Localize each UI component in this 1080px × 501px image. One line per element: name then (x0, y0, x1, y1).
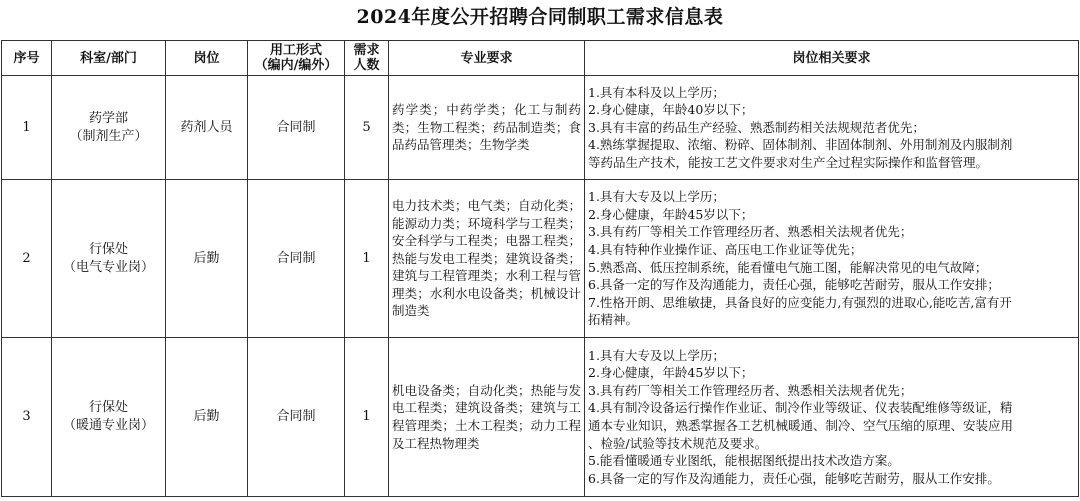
requirement-line: 6.具备一定的写作及沟通能力，责任心强，能够吃苦耐劳，服从工作安排。 (588, 470, 1000, 486)
header-dept: 科室/部门 (52, 41, 166, 76)
cell-dept-line2: （电气专业岗） (62, 259, 154, 275)
cell-post: 后勤 (166, 180, 248, 338)
header-headcount-line2: 人数 (353, 58, 380, 73)
requirement-line: 2.身心健康，年龄45岁以下； (588, 365, 754, 381)
requirement-line: 3.具有药厂等相关工作管理经历者、熟悉相关法规者优先； (588, 224, 913, 240)
requirement-line: 6.具备一定的写作及沟通能力，责任心强，能够吃苦耐劳，服从工作安排； (588, 277, 1000, 293)
cell-form: 合同制 (248, 338, 345, 497)
requirement-line: 1.具有大专及以上学历； (588, 189, 725, 205)
page-title: 2024年度公开招聘合同制职工需求信息表 (356, 6, 724, 28)
cell-dept-line1: 药学部 (88, 110, 128, 126)
cell-dept-line2: （暖通专业岗） (62, 418, 154, 433)
cell-requirements (585, 180, 1079, 338)
cell-dept (52, 338, 166, 497)
recruitment-table (1, 40, 1079, 497)
requirement-line: 5.能看懂暖通专业图纸，能根据图纸提出技术改造方案。 (588, 453, 900, 469)
cell-seq: 3 (2, 338, 52, 497)
requirement-line: 4.具有制冷设备运行操作作业证、制冷作业等级证、仪表装配维修等级证，精 (588, 400, 1013, 416)
header-seq: 序号 (2, 41, 52, 76)
header-row (2, 41, 1079, 76)
cell-count: 1 (345, 180, 389, 338)
cell-post: 后勤 (166, 338, 248, 497)
cell-requirements (585, 76, 1079, 180)
cell-count: 1 (345, 338, 389, 497)
cell-major: 电力技术类；电气类；自动化类；能源动力类；环境科学与工程类；安全科学与工程类；电器工程类；热能与发电工程类；建筑设备类；建筑与工程管理类；水利工程与管理类；水利水电设备类；机械设计制造类 (389, 180, 585, 338)
requirement-line: 3.具有丰富的药品生产经验、熟悉制药相关法规规范者优先； (588, 119, 925, 135)
requirement-line: 1.具有大专及以上学历； (588, 347, 725, 363)
cell-count: 5 (345, 76, 389, 180)
cell-post: 药剂人员 (166, 76, 248, 180)
header-employment-form-line2: （编内/编外） (254, 58, 338, 73)
requirement-line: 4.具有特种作业操作证、高压电工作业证等优先； (588, 241, 863, 257)
cell-seq: 2 (2, 180, 52, 338)
header-headcount-line1: 需求 (353, 43, 380, 58)
cell-seq: 1 (2, 76, 52, 180)
cell-requirements (585, 338, 1079, 497)
header-major: 专业要求 (389, 41, 585, 76)
header-requirements: 岗位相关要求 (585, 41, 1079, 76)
requirement-line: 7.性格开朗、思维敏捷，具备良好的应变能力,有强烈的进取心,能吃苦,富有开 (588, 294, 1012, 310)
requirement-line: 4.熟练掌握提取、浓缩、粉碎、固体制剂、非固体制剂、外用制剂及内服制剂 (588, 137, 1013, 153)
header-headcount (345, 41, 389, 76)
cell-major: 药学类；中药学类；化工与制药类；生物工程类；药品制造类；食品药品管理类；生物学类 (389, 76, 585, 180)
header-employment-form-line1: 用工形式 (269, 43, 322, 58)
requirement-line: 2.身心健康，年龄45岁以下； (588, 206, 754, 222)
table-row (2, 76, 1079, 180)
table-row (2, 180, 1079, 338)
cell-dept (52, 180, 166, 338)
cell-dept-line1: 行保处 (88, 400, 128, 415)
cell-form: 合同制 (248, 180, 345, 338)
cell-major: 机电设备类；自动化类；热能与发电工程类；建筑设备类；建筑与工程管理类；土木工程类；动力工程及工程热物理类 (389, 338, 585, 497)
table-row (2, 338, 1079, 497)
cell-form: 合同制 (248, 76, 345, 180)
requirement-line: 、检验/试验等技术规范及要求。 (588, 435, 768, 451)
cell-dept (52, 76, 166, 180)
requirement-line: 通本专业知识，熟悉掌握各工艺机械暖通、制冷、空气压缩的原理、安装应用 (588, 418, 1014, 433)
cell-dept-line1: 行保处 (88, 241, 128, 257)
header-employment-form (248, 41, 345, 76)
requirement-line: 拓精神。 (588, 312, 639, 328)
header-post: 岗位 (166, 41, 248, 76)
cell-dept-line2: （制剂生产） (69, 128, 148, 144)
requirement-line: 5.熟悉高、低压控制系统，能看懂电气施工图，能解决常见的电气故障； (588, 259, 988, 275)
requirement-line: 等药品生产技术，能按工艺文件要求对生产全过程实际操作和监督管理。 (588, 154, 989, 170)
requirement-line: 2.身心健康，年龄40岁以下； (588, 102, 754, 118)
requirement-line: 3.具有药厂等相关工作管理经历者、熟悉相关法规者优先； (588, 382, 913, 398)
requirement-line: 1.具有本科及以上学历； (588, 84, 725, 100)
